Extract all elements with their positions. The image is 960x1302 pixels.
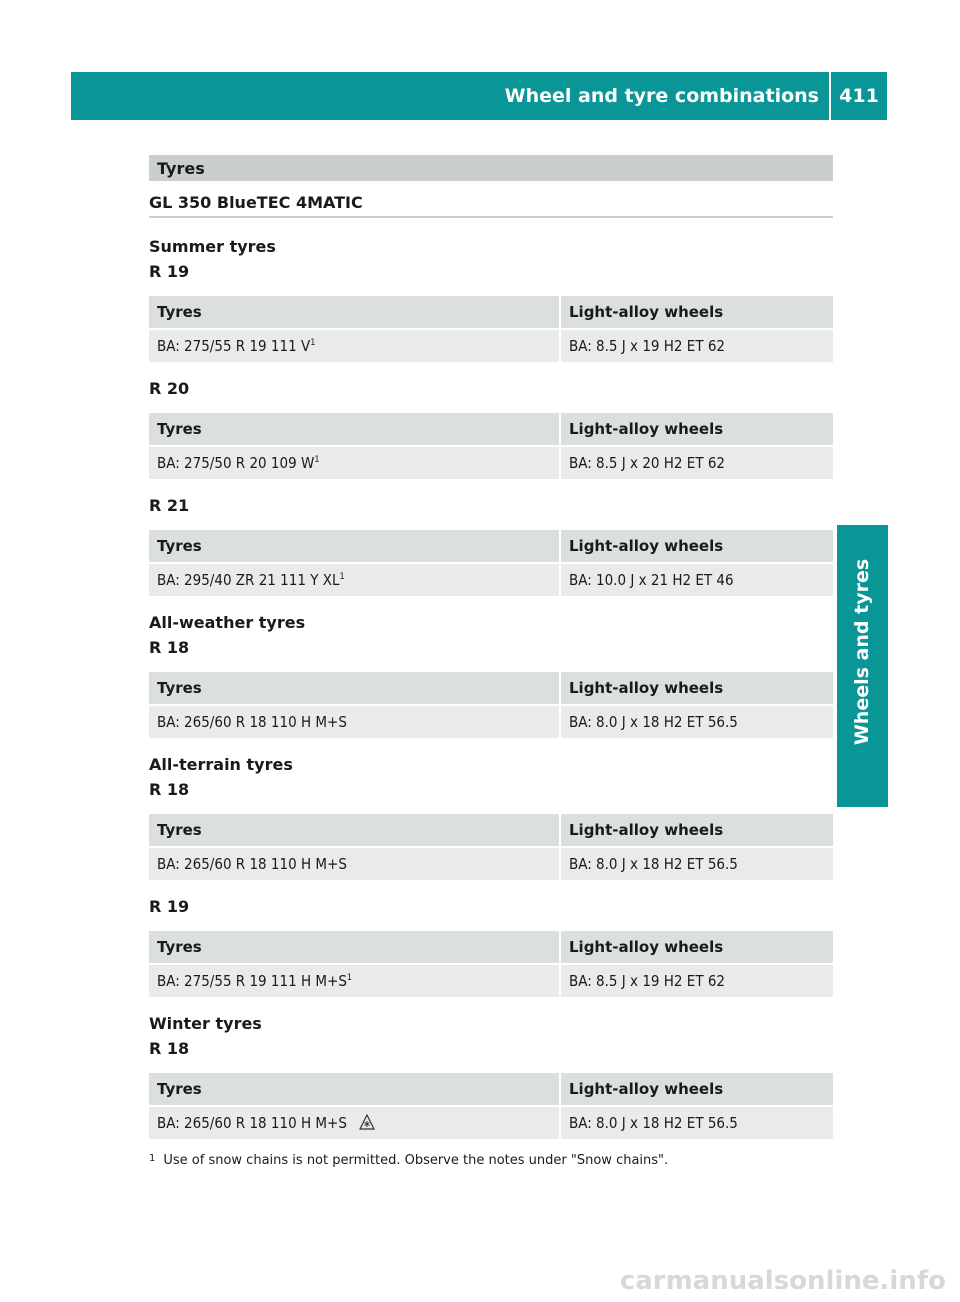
wheel-cell: BA: 8.0 J x 18 H2 ET 56.5 (561, 848, 833, 880)
size-heading: R 19 (149, 897, 190, 916)
column-header-tyres: Tyres (149, 814, 561, 846)
spec-table (149, 670, 833, 740)
column-header-tyres: Tyres (149, 931, 561, 963)
tyre-cell (149, 1107, 561, 1139)
spec-table (149, 528, 833, 598)
tyre-value: BA: 275/50 R 20 109 W (157, 454, 315, 472)
wheel-cell: BA: 10.0 J x 21 H2 ET 46 (561, 564, 833, 596)
table-row (149, 706, 833, 738)
spec-table (149, 411, 833, 481)
spec-table (149, 294, 833, 364)
footnote-ref: 1 (346, 973, 353, 983)
column-header-wheels: Light-alloy wheels (561, 296, 833, 328)
tyre-cell (149, 564, 561, 596)
column-header-tyres: Tyres (149, 413, 561, 445)
table-header-row (149, 672, 833, 704)
tyre-cell (149, 330, 561, 362)
wheel-cell: BA: 8.5 J x 19 H2 ET 62 (561, 965, 833, 997)
column-header-tyres: Tyres (149, 672, 561, 704)
tyre-cell: BA: 265/60 R 18 110 H M+S (149, 706, 561, 738)
table-header-row (149, 814, 833, 846)
table-header-row (149, 530, 833, 562)
table-header-row (149, 413, 833, 445)
table-header-row (149, 296, 833, 328)
size-heading: R 18 (149, 780, 190, 799)
footnote-ref: 1 (339, 572, 345, 582)
tyre-value: BA: 265/60 R 18 110 H M+S (157, 1114, 347, 1132)
wheel-cell: BA: 8.5 J x 19 H2 ET 62 (561, 330, 833, 362)
tyre-value: BA: 275/55 R 19 111 V (157, 337, 311, 355)
side-tab (837, 525, 888, 778)
tyre-cell (149, 965, 561, 997)
footnote-ref: 1 (310, 338, 316, 348)
table-row (149, 848, 833, 880)
column-header-wheels: Light-alloy wheels (561, 413, 833, 445)
size-heading: R 21 (149, 496, 190, 515)
section-title: Tyres (149, 155, 833, 181)
tyre-cell: BA: 265/60 R 18 110 H M+S (149, 848, 561, 880)
column-header-tyres: Tyres (149, 1073, 561, 1105)
group-heading-all-weather: All-weather tyres (149, 613, 306, 632)
page-header (71, 72, 887, 120)
footnote-ref: 1 (314, 455, 320, 465)
spec-table (149, 812, 833, 882)
wheel-cell: BA: 8.0 J x 18 H2 ET 56.5 (561, 706, 833, 738)
footnote-text: Use of snow chains is not permitted. Observe the notes under "Snow chains". (163, 1153, 669, 1168)
column-header-wheels: Light-alloy wheels (561, 931, 833, 963)
size-heading: R 18 (149, 1039, 190, 1058)
footnote (149, 1153, 833, 1168)
model-heading: GL 350 BlueTEC 4MATIC (149, 193, 833, 218)
table-header-row (149, 1073, 833, 1105)
column-header-wheels: Light-alloy wheels (561, 814, 833, 846)
size-heading: R 20 (149, 379, 190, 398)
column-header-wheels: Light-alloy wheels (561, 530, 833, 562)
table-row (149, 1107, 833, 1139)
group-heading-summer: Summer tyres (149, 237, 276, 256)
spec-table (149, 1071, 833, 1141)
size-heading: R 19 (149, 262, 190, 281)
snowflake-mountain-icon (359, 1114, 375, 1130)
side-tab-marker (837, 757, 888, 807)
tyre-value: BA: 295/40 ZR 21 111 Y XL (157, 571, 340, 589)
column-header-tyres: Tyres (149, 530, 561, 562)
table-header-row (149, 931, 833, 963)
page-number: 411 (839, 85, 879, 107)
column-header-wheels: Light-alloy wheels (561, 1073, 833, 1105)
table-row (149, 965, 833, 997)
table-row (149, 330, 833, 362)
tyre-value: BA: 275/55 R 19 111 H M+S (157, 972, 347, 990)
wheel-cell: BA: 8.5 J x 20 H2 ET 62 (561, 447, 833, 479)
spec-table (149, 929, 833, 999)
column-header-tyres: Tyres (149, 296, 561, 328)
size-heading: R 18 (149, 638, 190, 657)
tyre-cell (149, 447, 561, 479)
header-title: Wheel and tyre combinations (504, 85, 819, 107)
column-header-wheels: Light-alloy wheels (561, 672, 833, 704)
watermark: carmanualsonline.info (619, 1266, 946, 1296)
wheel-cell: BA: 8.0 J x 18 H2 ET 56.5 (561, 1107, 833, 1139)
group-heading-all-terrain: All-terrain tyres (149, 755, 293, 774)
footnote-number: 1 (149, 1153, 156, 1164)
table-row (149, 564, 833, 596)
table-row (149, 447, 833, 479)
side-tab-label: Wheels and tyres (851, 558, 874, 745)
group-heading-winter: Winter tyres (149, 1014, 262, 1033)
main-content (149, 155, 833, 1168)
